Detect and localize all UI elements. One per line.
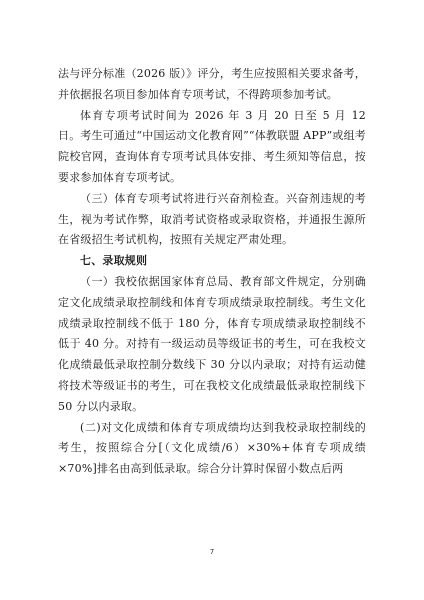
page-number: 7	[209, 548, 215, 556]
paragraph-continuation: 法与评分标准（2026 版）》评分，考生应按照相关要求备考，并依据报名项目参加体育专项考试，不得跨项参加考试。	[58, 67, 366, 101]
section-heading-admission-rules: 七、录取规则	[80, 254, 148, 268]
paragraph-admission-control-lines: （一）我校依据国家体育总局、教育部文件规定，分别确定文化成绩录取控制线和体育专项成绩录取控制线。考生文化成绩录取控制线不低于 180 分，体育专项成绩录取控制线不低于 40 分。对持有一级运动员等级证书的考生，可在我校文化成绩最低录取控制分数线下 30 分以内录取；对持有运动健将技术等级证书的考生，可在我校文化成绩最低录取控制线下 50 分以内录取。	[58, 274, 366, 413]
paragraph-doping-check: （三）体育专项考试将进行兴奋剂检查。兴奋剂违规的考生，视为考试作弊，取消考试资格或录取资格，并通报生源所在省级招生考试机构，按照有关规定严肃处理。	[58, 191, 366, 247]
paragraph-composite-score: (二)对文化成绩和体育专项成绩均达到我校录取控制线的考生，按照综合分[（文化成绩/6）×30%+体育专项成绩×70%]排名由高到低录取。综合分计算时保留小数点后两	[58, 420, 366, 476]
body-text	[58, 64, 366, 480]
paragraph-exam-time: 体育专项考试时间为 2026 年 3 月 20 日至 5 月 12 日。考生可通过“中国运动文化教育网”“体教联盟 APP”或组考院校官网，查询体育专项考试具体安排、考生须知等信息，按要求参加体育专项考试。	[58, 108, 366, 184]
